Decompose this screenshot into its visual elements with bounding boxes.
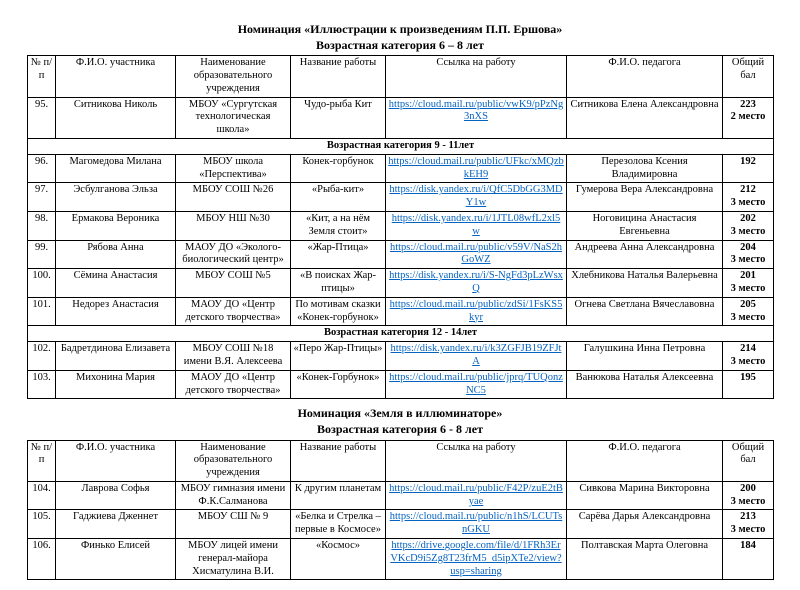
work-link[interactable]: https://disk.yandex.ru/i/1JTL08wfL2xl5w [391, 212, 561, 237]
work-title: Чудо-рыба Кит [291, 97, 386, 138]
table-row [28, 183, 774, 212]
score-cell [723, 240, 774, 269]
score-value: 195 [740, 371, 756, 383]
work-title: «Рыба-кит» [291, 183, 386, 212]
work-link-cell [386, 342, 567, 371]
column-header: Название работы [291, 56, 386, 97]
score-cell [723, 539, 774, 580]
results-table-ershov [27, 55, 774, 399]
work-link-cell [386, 481, 567, 510]
teacher-name: Огнева Светлана Вячеславовна [567, 297, 723, 326]
participant-name: Недорез Анастасия [56, 297, 176, 326]
section-2-subtitle: Возрастная категория 6 - 8 лет [317, 421, 483, 436]
table-row [28, 97, 774, 138]
score-value: 214 [740, 343, 756, 355]
row-number: 95. [28, 97, 56, 138]
work-title: К другим планетам [291, 481, 386, 510]
work-title: Конек-горбунок [291, 154, 386, 183]
teacher-name: Андреева Анна Александровна [567, 240, 723, 269]
place-label: 3 место [730, 282, 766, 294]
header-row [28, 440, 774, 481]
work-link[interactable]: https://cloud.mail.ru/public/n1hS/LCUTsnGKU [389, 511, 563, 536]
work-link[interactable]: https://cloud.mail.ru/public/vwK9/pPzNg3nXS [388, 98, 564, 123]
participant-name: Ермакова Вероника [56, 211, 176, 240]
score-value: 201 [740, 270, 756, 282]
column-header: № п/п [28, 440, 56, 481]
score-cell [723, 211, 774, 240]
work-link[interactable]: https://cloud.mail.ru/public/F42P/zuE2tByae [389, 482, 563, 507]
participant-name: Финько Елисей [56, 539, 176, 580]
work-link-cell [386, 370, 567, 399]
table-row [28, 154, 774, 183]
score-value: 200 [740, 482, 756, 494]
table-row [28, 370, 774, 399]
column-header: Ф.И.О. педагога [567, 56, 723, 97]
work-link[interactable]: https://disk.yandex.ru/i/S-NgFd3pLzWsxQ [389, 270, 563, 294]
participant-name: Ситникова Николь [56, 97, 176, 138]
category-label: Возрастная категория 12 - 14лет [28, 326, 774, 342]
teacher-name: Галушкина Инна Петровна [567, 342, 723, 371]
column-header: Ф.И.О. участника [56, 440, 176, 481]
school-name: МАОУ ДО «Центр детского творчества» [176, 297, 291, 326]
score-cell [723, 269, 774, 298]
work-link[interactable]: https://cloud.mail.ru/public/jprq/TUQonzNC5 [389, 371, 563, 396]
row-number: 96. [28, 154, 56, 183]
row-number: 104. [28, 481, 56, 510]
work-title: «Космос» [291, 539, 386, 580]
category-row [28, 138, 774, 154]
teacher-name: Ситникова Елена Александровна [567, 97, 723, 138]
place-label: 3 место [730, 524, 766, 536]
work-title: По мотивам сказки «Конек-горбунок» [291, 297, 386, 326]
table-row [28, 342, 774, 371]
teacher-name: Ванюкова Наталья Алексеевна [567, 370, 723, 399]
score-cell [723, 154, 774, 183]
score-cell [723, 481, 774, 510]
work-title: «Кит, а на нём Земля стоит» [291, 211, 386, 240]
score-cell [723, 97, 774, 138]
column-header: Ф.И.О. педагога [567, 440, 723, 481]
participant-name: Эсбулганова Эльза [56, 183, 176, 212]
score-value: 212 [740, 184, 756, 196]
table-row [28, 539, 774, 580]
work-link[interactable]: https://drive.google.com/file/d/1FRh3ErVKcD9i5Zg8T23frM5_d5ipXTe2/view?usp=sharing [390, 540, 562, 577]
results-table-illuminator [27, 440, 774, 581]
category-row [28, 326, 774, 342]
participant-name: Магомедова Милана [56, 154, 176, 183]
score-value: 213 [740, 511, 756, 523]
place-label: 2 место [730, 111, 766, 123]
work-link[interactable]: https://disk.yandex.ru/i/k3ZGFJB19ZFJtA [390, 343, 562, 367]
work-link-cell [386, 183, 567, 212]
score-value: 204 [740, 241, 756, 253]
school-name: МБОУ СОШ №26 [176, 183, 291, 212]
column-header: Ссылка на работу [386, 440, 567, 481]
row-number: 100. [28, 269, 56, 298]
row-number: 101. [28, 297, 56, 326]
work-link-cell [386, 269, 567, 298]
row-number: 103. [28, 370, 56, 399]
column-header: Ссылка на работу [386, 56, 567, 97]
work-link-cell [386, 539, 567, 580]
work-title: «В поисках Жар-птицы» [291, 269, 386, 298]
row-number: 106. [28, 539, 56, 580]
work-link-cell [386, 240, 567, 269]
school-name: МАОУ ДО «Центр детского творчества» [176, 370, 291, 399]
table-row [28, 297, 774, 326]
participant-name: Рябова Анна [56, 240, 176, 269]
school-name: МБОУ «Сургутская технологическая школа» [176, 97, 291, 138]
score-cell [723, 370, 774, 399]
score-cell [723, 297, 774, 326]
work-link[interactable]: https://cloud.mail.ru/public/v59V/NaS2hGoWZ [389, 241, 563, 266]
work-link-cell [386, 154, 567, 183]
score-value: 202 [740, 212, 756, 224]
work-title: «Жар-Птица» [291, 240, 386, 269]
work-title: «Конек-Горбунок» [291, 370, 386, 399]
participant-name: Бадретдинова Елизавета [56, 342, 176, 371]
school-name: МБОУ СОШ №5 [176, 269, 291, 298]
place-label: 3 место [730, 311, 766, 323]
score-value: 184 [740, 540, 756, 552]
work-link-cell [386, 97, 567, 138]
participant-name: Лаврова Софья [56, 481, 176, 510]
place-label: 3 место [730, 225, 766, 237]
teacher-name: Хлебникова Наталья Валерьевна [567, 269, 723, 298]
column-header: Общий бал [723, 440, 774, 481]
place-label: 3 место [730, 495, 766, 507]
column-header: Название работы [291, 440, 386, 481]
work-link[interactable]: https://cloud.mail.ru/public/zdSi/1FsKS5kyr [389, 298, 563, 323]
teacher-name: Сивкова Марина Викторовна [567, 481, 723, 510]
section-1-title: Номинация «Иллюстрации к произведениям П.П. Ершова» [237, 22, 563, 36]
row-number: 105. [28, 510, 56, 539]
participant-name: Сёмина Анастасия [56, 269, 176, 298]
score-value: 223 [740, 98, 756, 110]
header-row [28, 56, 774, 97]
table-row [28, 481, 774, 510]
table-row [28, 211, 774, 240]
place-label: 3 место [730, 254, 766, 266]
table-row [28, 510, 774, 539]
score-cell [723, 510, 774, 539]
work-link-cell [386, 211, 567, 240]
teacher-name: Сарёва Дарья Александровна [567, 510, 723, 539]
place-label: 3 место [730, 197, 766, 209]
school-name: МБОУ гимназия имени Ф.К.Салманова [176, 481, 291, 510]
school-name: МБОУ лицей имени генерал-майора Хисматулина В.И. [176, 539, 291, 580]
section-1-subtitle: Возрастная категория 6 – 8 лет [316, 37, 484, 52]
participant-name: Гаджиева Дженнет [56, 510, 176, 539]
score-value: 205 [740, 298, 756, 310]
column-header: Общий бал [723, 56, 774, 97]
category-label: Возрастная категория 9 - 11лет [28, 138, 774, 154]
work-link[interactable]: https://cloud.mail.ru/public/UFkc/xMQzbkEH9 [388, 155, 564, 180]
school-name: МБОУ НШ №30 [176, 211, 291, 240]
teacher-name: Ноговицина Анастасия Евгеньевна [567, 211, 723, 240]
work-title: «Перо Жар-Птицы» [291, 342, 386, 371]
section-2-title: Номинация «Земля в иллюминаторе» [297, 406, 503, 421]
table-row [28, 240, 774, 269]
work-link-cell [386, 297, 567, 326]
participant-name: Михонина Мария [56, 370, 176, 399]
work-link[interactable]: https://disk.yandex.ru/i/QfC5DbGG3MDY1w [389, 184, 563, 209]
school-name: МАОУ ДО «Эколого-биологический центр» [176, 240, 291, 269]
school-name: МБОУ СШ № 9 [176, 510, 291, 539]
table-row [28, 269, 774, 298]
place-label: 3 место [730, 355, 766, 367]
column-header: Наименование образовательного учреждения [176, 440, 291, 481]
score-value: 192 [740, 155, 756, 167]
school-name: МБОУ СОШ №18 имени В.Я. Алексеева [176, 342, 291, 371]
row-number: 102. [28, 342, 56, 371]
row-number: 98. [28, 211, 56, 240]
score-cell [723, 183, 774, 212]
column-header: Наименование образовательного учреждения [176, 56, 291, 97]
score-cell [723, 342, 774, 371]
teacher-name: Перезолова Ксения Владимировна [567, 154, 723, 183]
school-name: МБОУ школа «Перспектива» [176, 154, 291, 183]
row-number: 99. [28, 240, 56, 269]
column-header: Ф.И.О. участника [56, 56, 176, 97]
teacher-name: Полтавская Марта Олеговна [567, 539, 723, 580]
work-title: «Белка и Стрелка – первые в Космосе» [291, 510, 386, 539]
row-number: 97. [28, 183, 56, 212]
column-header: № п/п [28, 56, 56, 97]
teacher-name: Гумерова Вера Александровна [567, 183, 723, 212]
work-link-cell [386, 510, 567, 539]
